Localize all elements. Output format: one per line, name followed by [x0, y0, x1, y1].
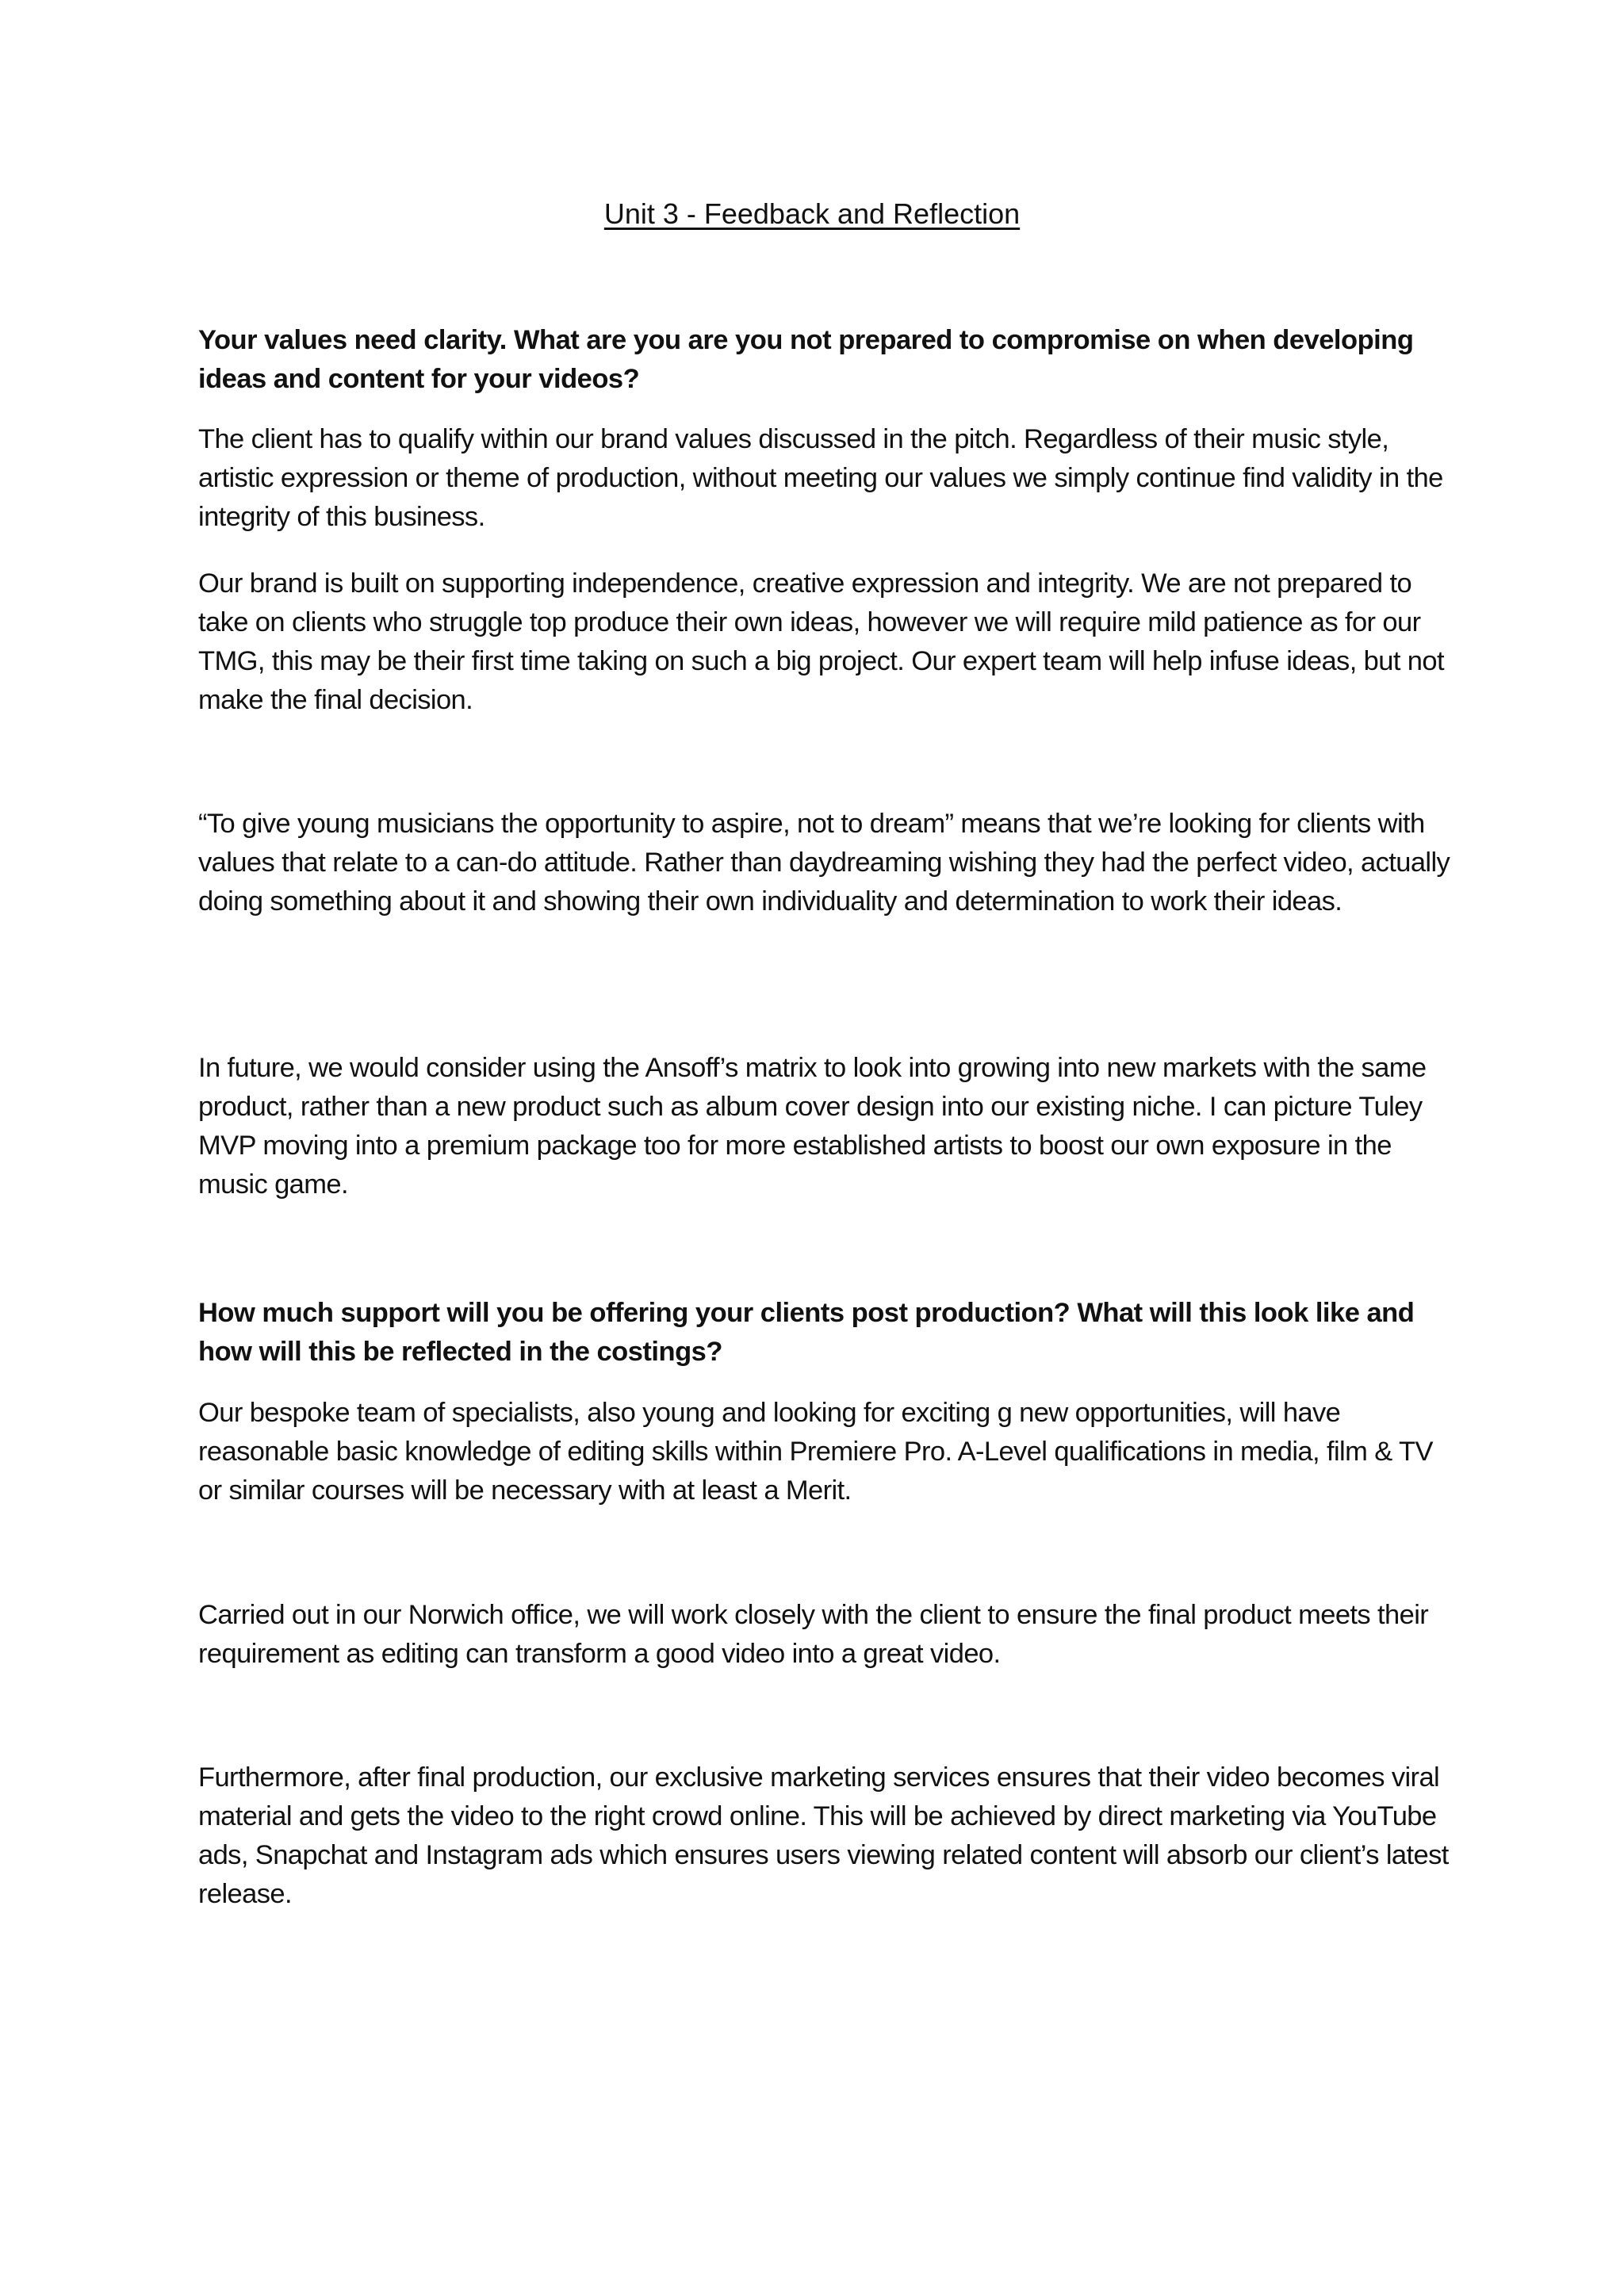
question-post-production: How much support will you be offering your clients post production? What will this look like and how will this be reflected in the costings?: [198, 1298, 1415, 1367]
paragraph-ansoff-matrix: In future, we would consider using the Ansoff’s matrix to look into growing into new markets with the same product, rather than a new product such as album cover design into our existing niche. I can picture Tuley MVP moving into a premium package too for more established artists to boost our own exposure in the music game.: [198, 1053, 1427, 1200]
question-values: Your values need clarity. What are you are you not prepared to compromise on when developing ideas and content for your videos?: [198, 325, 1414, 394]
paragraph-mission-quote: “To give young musicians the opportunity to aspire, not to dream” means that we’re looking for clients with values that relate to a can-do attitude. Rather than daydreaming wishing they had the perfect video, actually doing something about it and showing their own individuality and determination to work their ideas.: [198, 809, 1450, 916]
answer-brand-values: The client has to qualify within our brand values discussed in the pitch. Regardless of their music style, artistic expression or theme of production, without meeting our values we simply continue find validity in the integrity of this business.: [198, 424, 1443, 532]
paragraph-brand-integrity: Our brand is built on supporting independence, creative expression and integrity. We are not prepared to take on clients who struggle top produce their own ideas, however we will require mild patience as for our TMG, this may be their first time taking on such a big project. Our expert team will help infuse ideas, but not make the final decision.: [198, 568, 1444, 715]
answer-specialist-team: Our bespoke team of specialists, also young and looking for exciting g new opportunities, will have reasonable basic knowledge of editing skills within Premiere Pro. A-Level qualifications in media, film & TV or similar courses will be necessary with at least a Merit.: [198, 1398, 1433, 1506]
paragraph-marketing-services: Furthermore, after final production, our exclusive marketing services ensures that their video becomes viral material and gets the video to the right crowd online. This will be achieved by direct marketing via YouTube ads, Snapchat and Instagram ads which ensures users viewing related content will absorb our client’s latest release.: [198, 1762, 1449, 1909]
paragraph-norwich-office: Carried out in our Norwich office, we will work closely with the client to ensure the final product meets their requirement as editing can transform a good video into a great video.: [198, 1600, 1429, 1669]
document-title: Unit 3 - Feedback and Reflection: [603, 197, 1021, 230]
